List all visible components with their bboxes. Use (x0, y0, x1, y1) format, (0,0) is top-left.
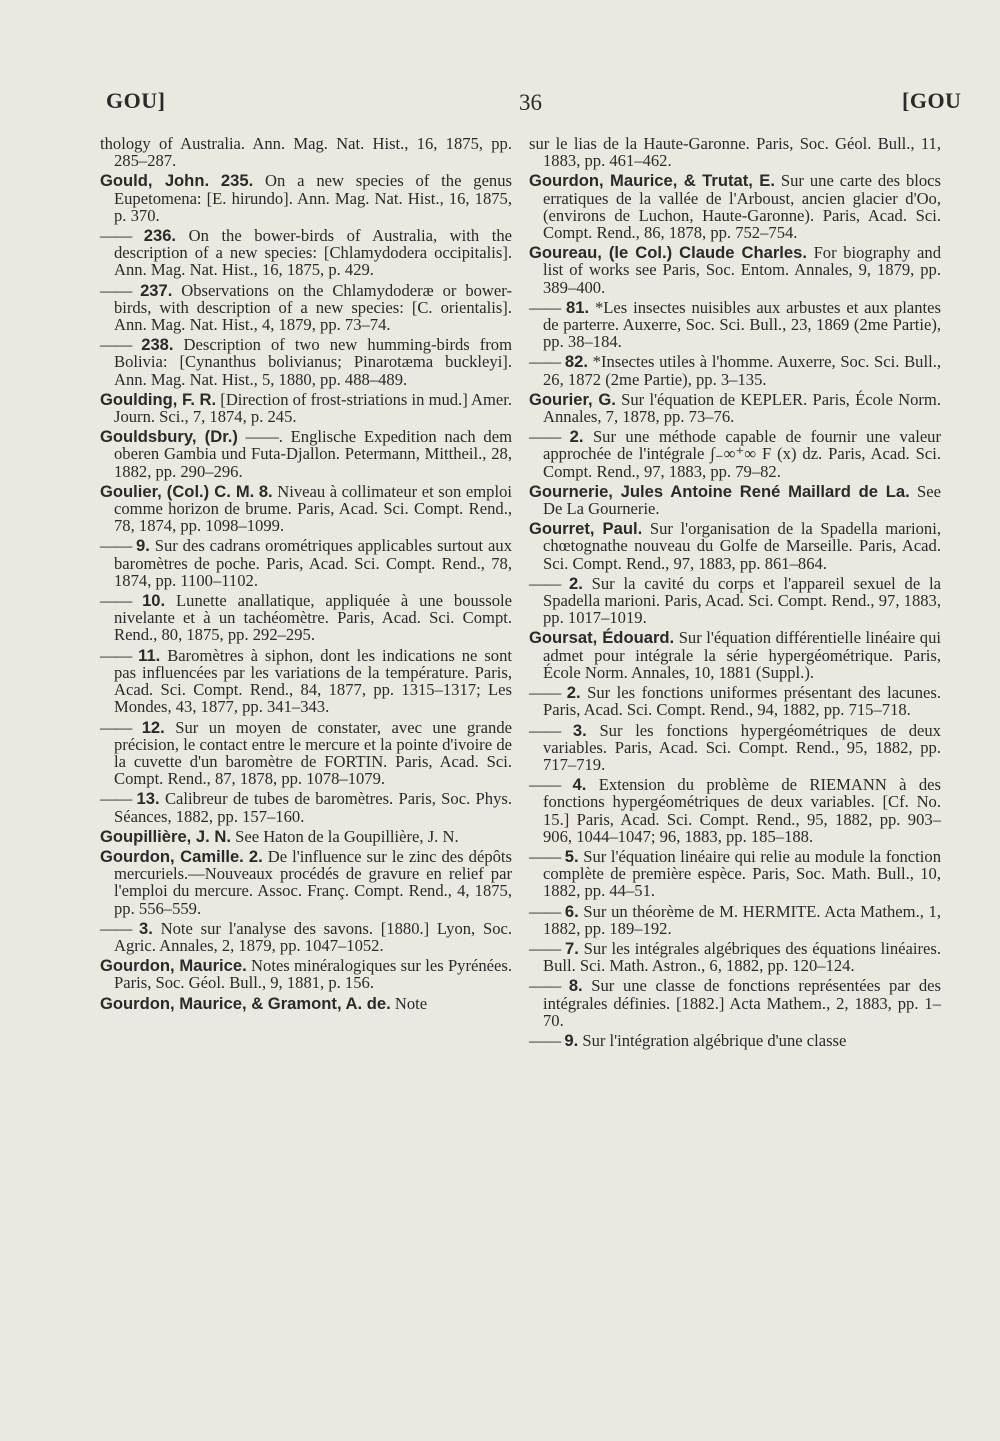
entry-number: 238. (141, 335, 174, 355)
entry-text: See De La Gournerie. (543, 481, 941, 519)
entry-number: 2. (569, 427, 584, 447)
entry-text: Sur la cavité du corps et l'appareil sexuel de la Spadella marioni. Paris, Acad. Sci. Compt. Rend., 97, 1883, pp. 1017–1019. (543, 573, 941, 628)
bibliography-entry (100, 483, 512, 535)
bibliography-entry (100, 135, 512, 169)
entry-number: 8. (568, 976, 583, 996)
entry-text: Sur les fonctions hypergéométriques de deux variables. Paris, Acad. Sci. Compt. Rend., 95, 1882, pp. 717–719. (543, 720, 941, 774)
bibliography-entry (100, 828, 512, 845)
entry-text: Sur un théorème de M. HERMITE. Acta Mathem., 1, 1882, pp. 189–192. (543, 901, 941, 938)
bibliography-entry (529, 629, 941, 681)
repeat-author-dash: —— (100, 717, 132, 737)
right-column (529, 135, 941, 1049)
bibliography-entry (529, 977, 941, 1029)
bibliography-entry (100, 336, 512, 388)
bibliography-entry (529, 848, 941, 900)
entry-author: Gourdon, Maurice. (100, 956, 247, 976)
entry-text: Sur les intégrales algébriques des équations linéaires. Bull. Sci. Math. Astron., 6, 1882, pp. 120–124. (543, 938, 942, 976)
entry-author: Goulier, (Col.) C. M. (100, 481, 255, 501)
entry-number: 7. (565, 938, 579, 958)
bibliography-entry (100, 172, 512, 224)
entry-number: 10. (142, 591, 166, 611)
bibliography-entry (100, 995, 512, 1012)
bibliography-entry (529, 135, 941, 169)
entry-text: Calibreur de tubes de baromètres. Paris, Soc. Phys. Séances, 1882, pp. 157–160. (114, 789, 512, 826)
entry-text: See Haton de la Goupillière, J. N. (235, 826, 459, 846)
entry-number: 11. (138, 645, 161, 665)
bibliography-entry (529, 244, 941, 296)
entry-number: 2. (568, 573, 583, 593)
entry-number: 9. (564, 1030, 579, 1050)
entry-text: thology of Australia. Ann. Mag. Nat. Hist., 16, 1875, pp. 285–287. (100, 134, 512, 171)
page-number: 36 (519, 90, 542, 115)
entry-number: 82. (564, 352, 588, 372)
entry-text: Sur des cadrans orométriques applicables surtout aux baromètres de poche. Paris, Acad. Sci. Compt. Rend., 78, 1874, pp. 1100–1102. (114, 536, 512, 590)
repeat-author-dash: —— (529, 720, 561, 740)
entry-text: On the bower-birds of Australia, with the description of a new species: [Chlamydodera occipitalis]. Ann. Mag. Nat. Hist., 16, 1875, p. 429. (114, 226, 512, 280)
bibliography-entry (100, 719, 512, 788)
entry-number: 3. (572, 720, 587, 740)
entry-text: [Direction of frost-striations in mud.] Amer. Journ. Sci., 7, 1874, p. 245. (114, 389, 513, 427)
repeat-author-dash: —— (529, 775, 561, 795)
running-head-left: GOU] (106, 88, 166, 113)
entry-author: Gournerie, Jules Antoine René Maillard de La. (529, 481, 910, 501)
entry-text: Sur les fonctions uniformes présentant des lacunes. Paris, Acad. Sci. Compt. Rend., 94, 1882, pp. 715–718. (543, 683, 941, 720)
bibliography-entry (100, 282, 512, 334)
bibliography-entry (529, 391, 941, 425)
repeat-author-dash: —— (100, 918, 132, 938)
entry-text: Note (394, 993, 428, 1013)
bibliography-entry (529, 903, 941, 937)
entry-author: Gourdon, Maurice, & Trutat, E. (529, 171, 775, 191)
entry-number: 81. (566, 297, 590, 317)
bibliography-entry (529, 520, 941, 572)
entry-text: Niveau à collimateur et son emploi comme horizon de brume. Paris, Acad. Sci. Compt. Rend., 78, 1874, pp. 1098–1099. (114, 481, 512, 536)
repeat-author-dash: —— (100, 536, 132, 556)
bibliography-entry (529, 684, 941, 718)
repeat-author-dash: —— (529, 1030, 561, 1050)
bibliography-entry (100, 391, 512, 425)
entry-author: Gould, John. (100, 171, 210, 191)
repeat-author-dash: —— (100, 645, 132, 665)
bibliography-entry (529, 776, 941, 845)
bibliography-entry (100, 227, 512, 279)
bibliography-entry (100, 848, 512, 917)
bibliography-entry (529, 172, 941, 241)
entry-number: 236. (143, 226, 177, 246)
repeat-author-dash: —— (529, 938, 561, 958)
bibliography-entry (100, 428, 512, 480)
repeat-author-dash: —— (529, 352, 561, 372)
bibliography-entry (529, 353, 941, 387)
bibliography-entry (529, 483, 941, 517)
entry-text: *Insectes utiles à l'homme. Auxerre, Soc. Sci. Bull., 26, 1872 (2me Partie), pp. 3–135. (543, 352, 941, 389)
entry-number: 6. (564, 901, 579, 921)
entry-text: Sur une classe de fonctions représentées par des intégrales définies. [1882.] Acta Mathem., 2, 1883, pp. 1–70. (543, 976, 941, 1030)
repeat-author-dash: —— (529, 901, 561, 921)
entry-number: 2. (566, 683, 581, 703)
bibliography-entry (529, 940, 941, 974)
repeat-author-dash: —— (529, 846, 561, 866)
bibliography-entry (529, 722, 941, 774)
entry-text: Sur l'organisation de la Spadella marioni, chœtognathe nouveau du Golfe de Marseille. Paris, Acad. Sci. Compt. Rend., 97, 1883, pp. 861–864. (543, 519, 941, 573)
entry-author: Goupillière, J. N. (100, 826, 231, 846)
entry-text: Observations on the Chlamydoderæ or bower-birds, with description of a new species: [C. orientalis]. Ann. Mag. Nat. Hist., 4, 1879, pp. 73–74. (114, 280, 512, 335)
entry-author: Gouldsbury, (Dr.) (100, 427, 238, 447)
bibliography-entry (100, 537, 512, 589)
repeat-author-dash: —— (529, 976, 561, 996)
bibliography-entry (100, 957, 512, 991)
entry-author: Goursat, Édouard. (529, 628, 675, 648)
bibliography-entry (529, 299, 941, 351)
entry-text: Sur un moyen de constater, avec une grande précision, le contact entre le mercure et la pointe d'ivoire de la cuvette d'un baromètre de FORTIN. Paris, Acad. Sci. Compt. Rend., 87, 1878, pp. 1078–1079. (114, 717, 513, 789)
repeat-author-dash: —— (100, 280, 132, 300)
left-column (100, 135, 512, 1012)
bibliography-entry (529, 428, 941, 480)
bibliography-entry (529, 575, 941, 627)
entry-text: Sur l'équation différentielle linéaire qui admet pour intégrale la série hypergéométrique. Paris, École Norm. Annales, 10, 1881 (Suppl.). (543, 628, 941, 682)
bibliography-entry (100, 790, 512, 824)
entry-number: 5. (564, 846, 579, 866)
entry-text: Sur une méthode capable de fournir une valeur approchée de l'intégrale ∫₋∞⁺∞ F (x) dz. Paris, Acad. Sci. Compt. Rend., 97, 1883, pp. 79–82. (543, 427, 942, 481)
entry-text: Note sur l'analyse des savons. [1880.] Lyon, Soc. Agric. Annales, 2, 1879, pp. 1047–1052. (114, 918, 513, 955)
entry-author: Goureau, (le Col.) Claude Charles. (529, 243, 807, 263)
repeat-author-dash: —— (529, 427, 561, 447)
entry-number: 235. (220, 171, 254, 191)
running-head-right: [GOU (902, 88, 962, 113)
entry-text: On a new species of the genus Eupetomena: [E. hirundo]. Ann. Mag. Nat. Hist., 16, 1875, p. 370. (114, 171, 512, 225)
entry-text: Sur une carte des blocs erratiques de la vallée de l'Arboust, ancien glacier d'Oo, (environs de Luchon, Haute-Garonne). Paris, Acad. Sci. Compt. Rend., 86, 1878, pp. 752–754. (543, 171, 941, 243)
entry-text: sur le lias de la Haute-Garonne. Paris, Soc. Géol. Bull., 11, 1883, pp. 461–462. (529, 134, 941, 171)
entry-number: 4. (572, 775, 587, 795)
repeat-author-dash: —— (529, 297, 561, 317)
entry-text: Description of two new humming-birds from Bolivia: [Cynanthus bolivianus; Pinarotæma buckleyi]. Ann. Mag. Nat. Hist., 5, 1880, pp. 488–489. (114, 335, 513, 389)
entry-author: Goulding, F. R. (100, 389, 217, 409)
entry-number: 12. (141, 717, 165, 737)
repeat-author-dash: —— (529, 683, 561, 703)
entry-text: De l'influence sur le zinc des dépôts mercuriels.—Nouveaux procédés de gravure en relief par l'emploi du mercure. Assoc. Franç. Compt. Rend., 4, 1875, pp. 556–559. (114, 846, 512, 918)
entry-text: Extension du problème de RIEMANN à des fonctions hypergéométriques de deux variables. [Cf. No. 15.] Paris, Acad. Sci. Compt. Rend., 95, 1882, pp. 903–906, 1044–1047; 96, 1883, pp. 185–188. (543, 775, 941, 846)
entry-text: *Les insectes nuisibles aux arbustes et aux plantes de parterre. Auxerre, Soc. Sci. Bull., 23, 1869 (2me Partie), pp. 38–184. (543, 297, 941, 352)
entry-number: 237. (140, 280, 173, 300)
entry-number: 2. (248, 846, 263, 866)
entry-text: Sur l'intégration algébrique d'une classe (582, 1030, 847, 1050)
entry-author: Gourret, Paul. (529, 519, 643, 539)
repeat-author-dash: —— (529, 573, 561, 593)
entry-number: 9. (136, 536, 150, 556)
entry-text: Notes minéralogiques sur les Pyrénées. Paris, Soc. Géol. Bull., 9, 1881, p. 156. (114, 956, 513, 993)
repeat-author-dash: —— (100, 226, 132, 246)
entry-author: Gourdon, Maurice, & Gramont, A. de. (100, 993, 391, 1013)
bibliography-entry (100, 647, 512, 716)
bibliography-entry (529, 1032, 941, 1049)
entry-number: 8. (258, 481, 273, 501)
entry-text: Lunette anallatique, appliquée à une boussole nivelante et à un tachéomètre. Paris, Acad. Sci. Compt. Rend., 80, 1875, pp. 292–295. (114, 591, 512, 645)
entry-text: For biography and list of works see Paris, Soc. Entom. Annales, 9, 1879, pp. 389–400. (543, 243, 942, 297)
entry-number: 13. (136, 789, 160, 809)
entry-text: Sur l'équation de KEPLER. Paris, École Norm. Annales, 7, 1878, pp. 73–76. (543, 389, 941, 427)
bibliography-entry (100, 920, 512, 954)
entry-author: Gourdon, Camille. (100, 846, 244, 866)
repeat-author-dash: —— (100, 789, 132, 809)
repeat-author-dash: —— (100, 591, 132, 611)
entry-text: Baromètres à siphon, dont les indications ne sont pas influencées par les variations de la température. Paris, Acad. Sci. Compt. Rend., 84, 1877, pp. 1315–1317; Les Mondes, 43, 1877, pp. 341–343. (114, 645, 513, 717)
entry-author: Gourier, G. (529, 389, 616, 409)
entry-text: Sur l'équation linéaire qui relie au module la fonction complète de première espèce. Paris, Soc. Math. Bull., 10, 1882, pp. 44–51. (543, 846, 941, 901)
bibliography-entry (100, 592, 512, 644)
entry-text: ——. Englische Expedition nach dem oberen Gambia und Futa-Djallon. Petermann, Mittheil., 28, 1882, pp. 290–296. (114, 427, 512, 481)
entry-number: 3. (138, 918, 153, 938)
repeat-author-dash: —— (100, 335, 132, 355)
